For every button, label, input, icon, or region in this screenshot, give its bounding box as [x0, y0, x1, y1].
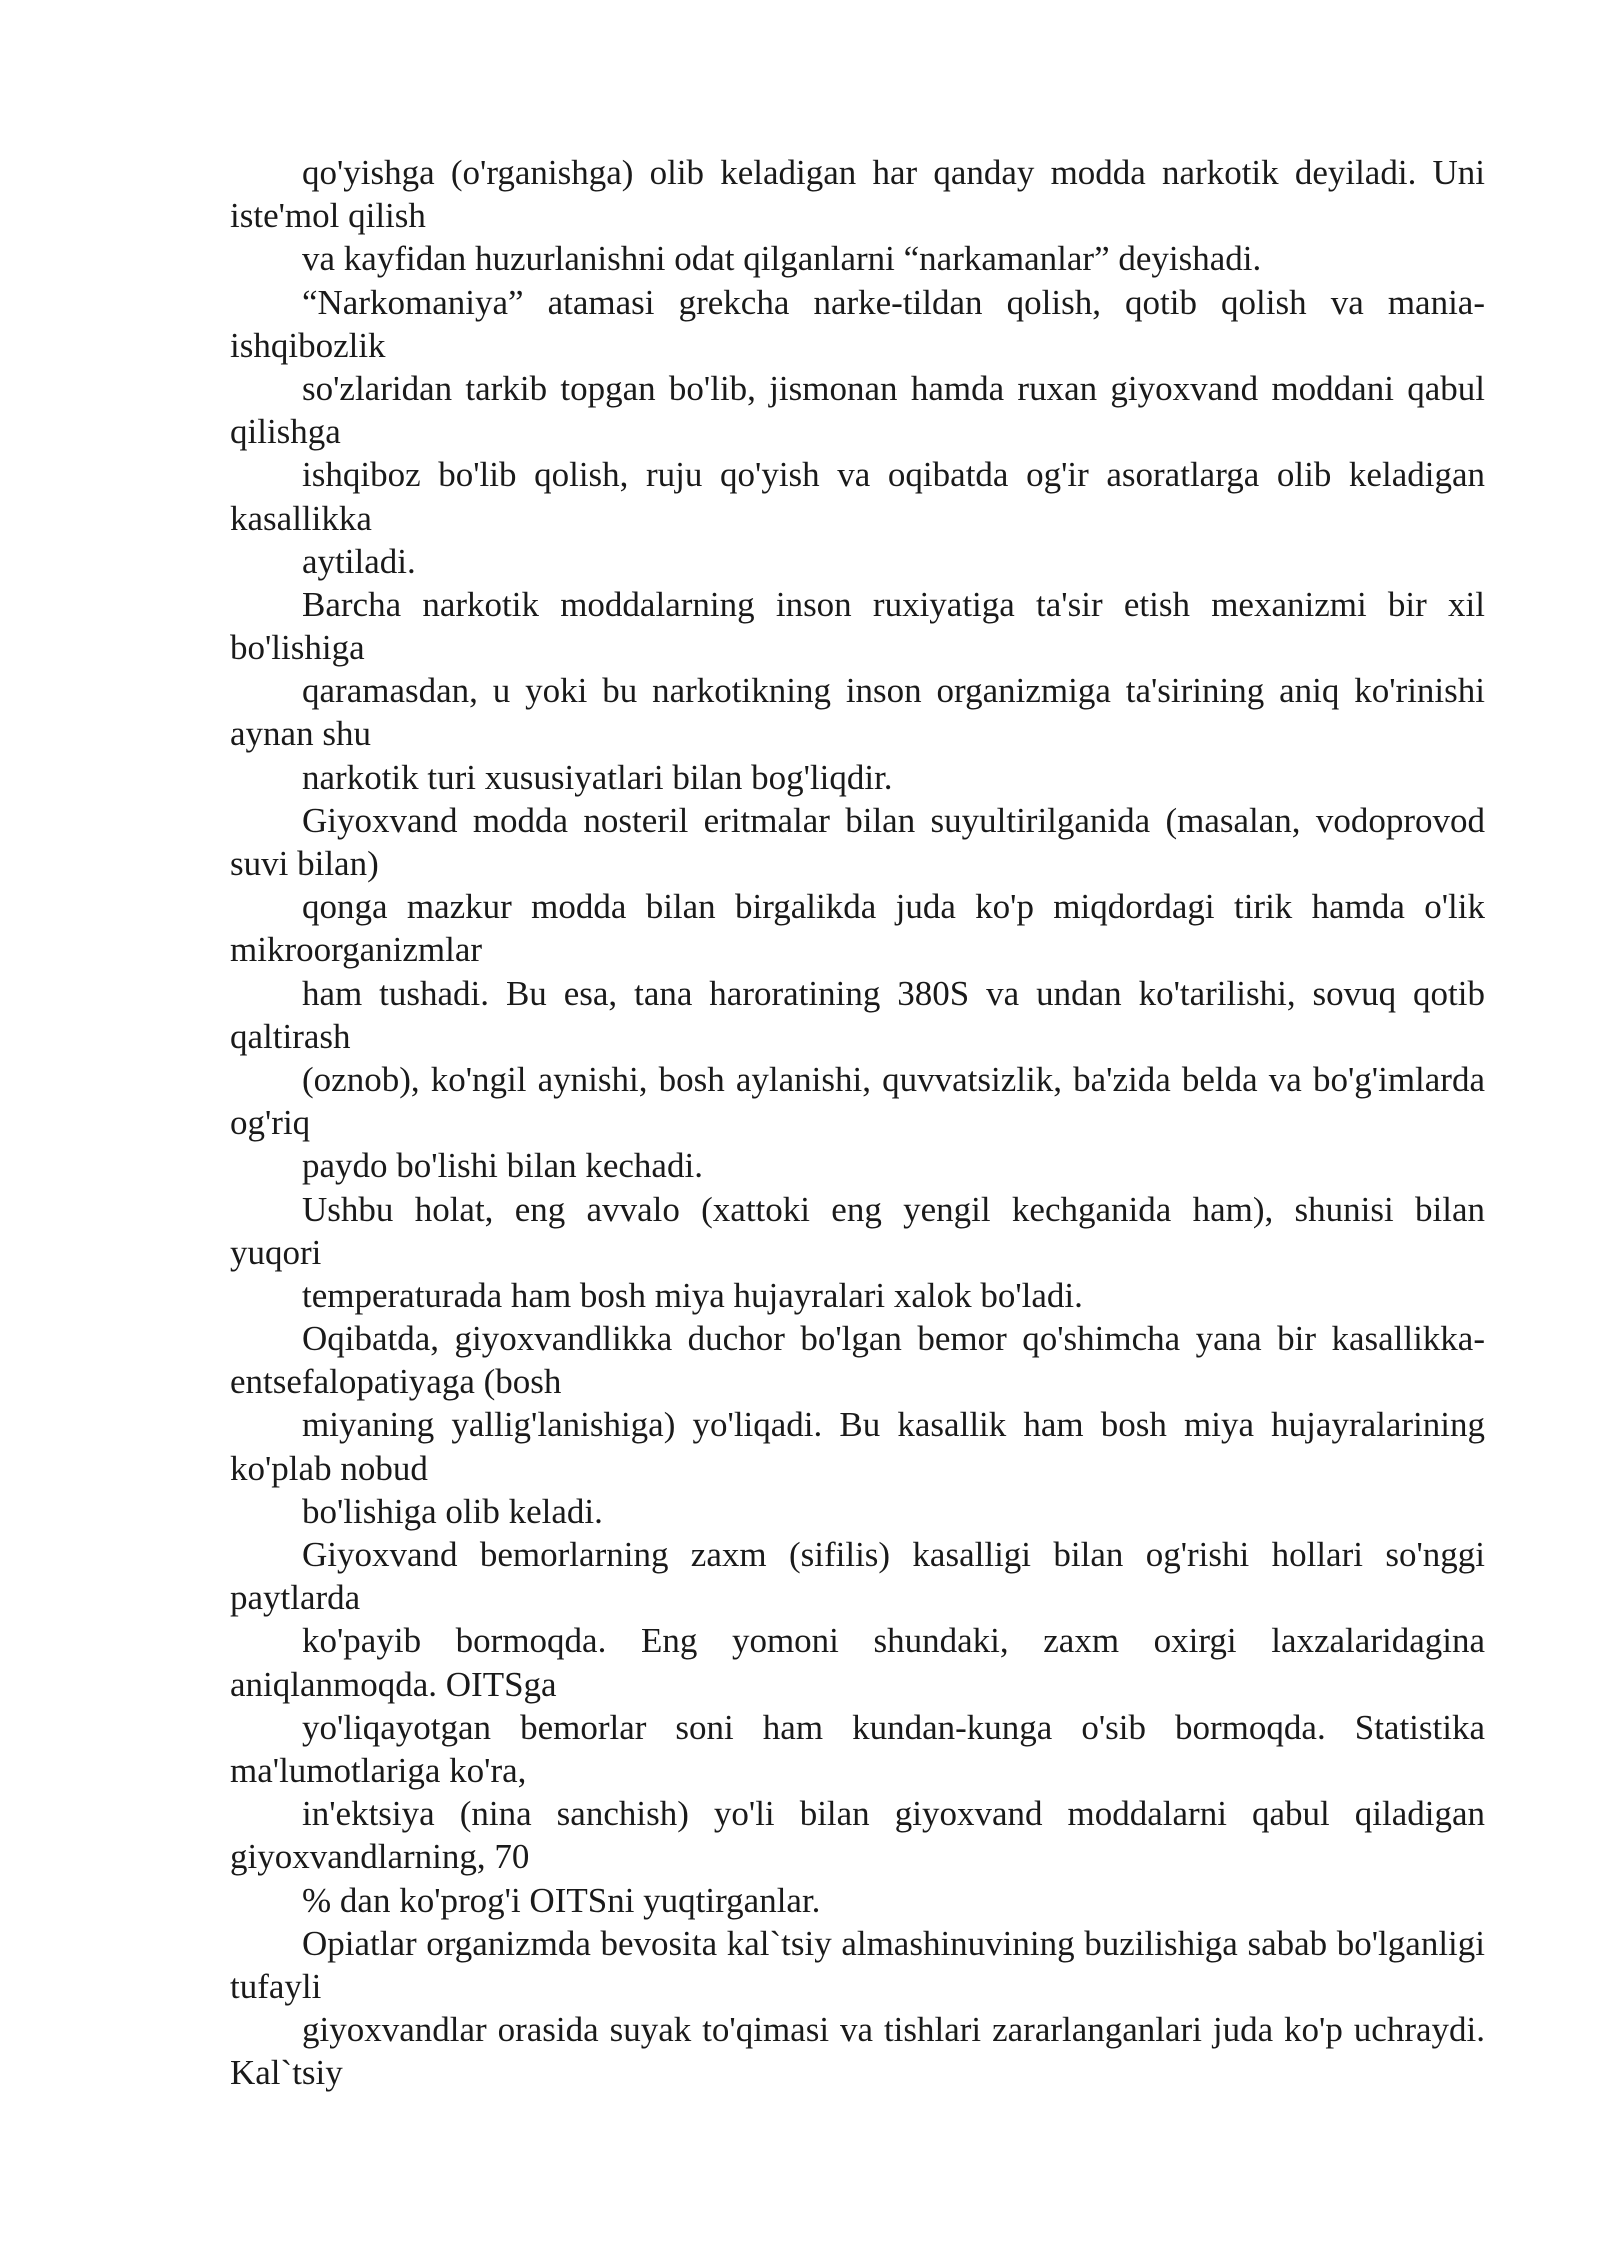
paragraph: [230, 1792, 1485, 1878]
paragraph: [230, 540, 1485, 583]
paragraph: [230, 281, 1485, 367]
paragraph-wrap-line: ko'plab nobud: [230, 1448, 428, 1488]
body-text: [230, 151, 1485, 2094]
paragraph-wrap-line: iste'mol qilish: [230, 196, 426, 236]
paragraph-wrap-line: aniqlanmoqda. OITSga: [230, 1664, 557, 1704]
paragraph: [230, 453, 1485, 539]
paragraph-lead-line: va kayfidan huzurlanishni odat qilganlarni “narkamanlar” deyishadi.: [302, 239, 1262, 279]
paragraph: [230, 669, 1485, 755]
paragraph: [230, 1922, 1485, 2008]
paragraph-lead-line: Giyoxvand modda nosteril eritmalar bilan suyultirilganida (masalan, vodoprovod: [302, 800, 1485, 840]
paragraph-wrap-line: qilishga: [230, 412, 341, 452]
paragraph: [230, 1188, 1485, 1274]
paragraph: [230, 1490, 1485, 1533]
paragraph: [230, 1706, 1485, 1792]
paragraph-wrap-line: suvi bilan): [230, 844, 379, 883]
paragraph: [230, 1274, 1485, 1317]
paragraph: [230, 1879, 1485, 1922]
paragraph-wrap-line: ishqibozlik: [230, 325, 386, 365]
paragraph-lead-line: so'zlaridan tarkib topgan bo'lib, jismonan hamda ruxan giyoxvand moddani qabul: [302, 368, 1485, 408]
paragraph-lead-line: ko'payib bormoqda. Eng yomoni shundaki, zaxm oxirgi laxzalaridagina: [302, 1621, 1485, 1661]
paragraph-lead-line: (oznob), ko'ngil aynishi, bosh aylanishi, quvvatsizlik, ba'zida belda va bo'g'imlarda: [302, 1059, 1485, 1099]
paragraph-lead-line: miyaning yallig'lanishiga) yo'liqadi. Bu kasallik ham bosh miya hujayralarining: [302, 1405, 1485, 1445]
paragraph: [230, 1619, 1485, 1705]
paragraph-wrap-line: tufayli: [230, 1966, 322, 2006]
paragraph-lead-line: Opiatlar organizmda bevosita kal`tsiy almashinuvining buzilishiga sabab bo'lganligi: [302, 1923, 1485, 1963]
paragraph-lead-line: narkotik turi xususiyatlari bilan bog'liqdir.: [302, 757, 893, 797]
paragraph-lead-line: yo'liqayotgan bemorlar soni ham kundan-kunga o'sib bormoqda. Statistika: [302, 1707, 1485, 1747]
paragraph-lead-line: qaramasdan, u yoki bu narkotikning inson organizmiga ta'sirining aniq ko'rinishi: [302, 671, 1485, 711]
paragraph-wrap-line: bo'lishiga: [230, 628, 365, 668]
paragraph-wrap-line: entsefalopatiyaga (bosh: [230, 1362, 562, 1402]
paragraph-wrap-line: mikroorganizmlar: [230, 930, 483, 970]
paragraph-lead-line: “Narkomaniya” atamasi grekcha narke-tildan qolish, qotib qolish va mania-: [302, 282, 1485, 322]
paragraph-lead-line: aytiladi.: [302, 541, 416, 581]
paragraph: [230, 2008, 1485, 2094]
paragraph: [230, 799, 1485, 885]
paragraph: [230, 756, 1485, 799]
paragraph-lead-line: giyoxvandlar orasida suyak to'qimasi va tishlari zararlanganlari juda ko'p uchraydi.: [302, 2010, 1485, 2050]
paragraph-wrap-line: qaltirash: [230, 1016, 351, 1056]
paragraph: [230, 151, 1485, 237]
paragraph: [230, 885, 1485, 971]
paragraph-wrap-line: giyoxvandlarning, 70: [230, 1837, 530, 1877]
paragraph-lead-line: qonga mazkur modda bilan birgalikda juda ko'p miqdordagi tirik hamda o'lik: [302, 887, 1485, 927]
paragraph: [230, 1058, 1485, 1144]
paragraph-wrap-line: aynan shu: [230, 714, 371, 754]
paragraph: [230, 237, 1485, 280]
paragraph-lead-line: paydo bo'lishi bilan kechadi.: [302, 1146, 703, 1186]
paragraph-wrap-line: kasallikka: [230, 498, 372, 538]
paragraph-wrap-line: Kal`tsiy: [230, 2053, 343, 2093]
paragraph-lead-line: Giyoxvand bemorlarning zaxm (sifilis) kasalligi bilan og'rishi hollari so'nggi: [302, 1535, 1485, 1574]
paragraph: [230, 583, 1485, 669]
paragraph-wrap-line: paytlarda: [230, 1578, 361, 1618]
paragraph: [230, 367, 1485, 453]
paragraph-wrap-line: og'riq: [230, 1103, 311, 1143]
paragraph-lead-line: Ushbu holat, eng avvalo (xattoki eng yengil kechganida ham), shunisi bilan: [302, 1189, 1485, 1229]
paragraph-wrap-line: yuqori: [230, 1232, 322, 1272]
paragraph-lead-line: in'ektsiya (nina sanchish) yo'li bilan giyoxvand moddalarni qabul qiladigan: [302, 1794, 1485, 1834]
paragraph-lead-line: ham tushadi. Bu esa, tana haroratining 380S va undan ko'tarilishi, sovuq qotib: [302, 973, 1485, 1013]
paragraph-lead-line: % dan ko'prog'i OITSni yuqtirganlar.: [302, 1880, 821, 1920]
paragraph-lead-line: Barcha narkotik moddalarning inson ruxiyatiga ta'sir etish mexanizmi bir xil: [302, 584, 1485, 624]
paragraph-lead-line: Oqibatda, giyoxvandlikka duchor bo'lgan bemor qo'shimcha yana bir kasallikka-: [302, 1319, 1485, 1359]
paragraph: [230, 1317, 1485, 1403]
paragraph-lead-line: qo'yishga (o'rganishga) olib keladigan har qanday modda narkotik deyiladi. Uni: [302, 153, 1485, 192]
paragraph-lead-line: ishqiboz bo'lib qolish, ruju qo'yish va oqibatda og'ir asoratlarga olib keladigan: [302, 455, 1485, 495]
paragraph: [230, 1533, 1485, 1619]
paragraph: [230, 1403, 1485, 1489]
paragraph-lead-line: temperaturada ham bosh miya hujayralari xalok bo'ladi.: [302, 1275, 1083, 1315]
paragraph-lead-line: bo'lishiga olib keladi.: [302, 1491, 603, 1531]
paragraph: [230, 1144, 1485, 1187]
paragraph: [230, 972, 1485, 1058]
paragraph-wrap-line: ma'lumotlariga ko'ra,: [230, 1750, 527, 1790]
